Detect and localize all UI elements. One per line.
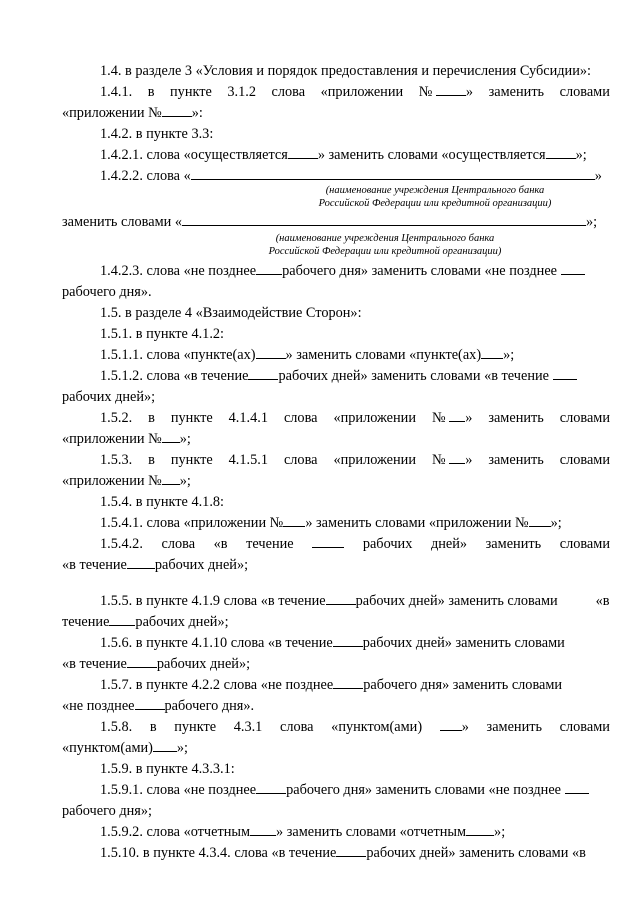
paragraph-1-5-1: 1.5.1. в пункте 4.1.2: (100, 326, 225, 342)
paragraph-1-4-1: 1.4.1. в пункте 3.1.2 слова «приложении № » заменить словами (100, 84, 610, 100)
paragraph-1-5-5: 1.5.5. в пункте 4.1.9 слова «в течение рабочих дней» заменить словами «в (100, 593, 610, 609)
blank-line (326, 592, 356, 605)
blank-line (333, 634, 363, 647)
blank-line (436, 83, 466, 96)
paragraph-1-5-6-cont: «в течение рабочих дней»; (62, 656, 251, 672)
paragraph-1-5-2: 1.5.2. в пункте 4.1.4.1 слова «приложении № » заменить словами (100, 410, 610, 426)
blank-line (191, 167, 595, 180)
paragraph-1-5-9-2: 1.5.9.2. слова «отчетным » заменить словами «отчетным »; (100, 824, 506, 840)
paragraph-1-5-3-cont: «приложении № »; (62, 473, 191, 489)
paragraph-1-4-2-3-cont: рабочего дня». (62, 284, 152, 300)
paragraph-1-5-4-2: 1.5.4.2. слова «в течение рабочих дней» заменить словами (100, 536, 610, 552)
blank-line (312, 535, 344, 548)
blank-line (182, 213, 586, 226)
paragraph-1-5-9: 1.5.9. в пункте 4.3.3.1: (100, 761, 235, 777)
blank-line (127, 556, 155, 569)
paragraph-1-5-4: 1.5.4. в пункте 4.1.8: (100, 494, 225, 510)
paragraph-1-5-7: 1.5.7. в пункте 4.2.2 слова «не позднее рабочего дня» заменить словами (100, 677, 563, 693)
blank-line (162, 472, 180, 485)
caption-bank-name: (наименование учреждения Центрального банка Российской Федерации или кредитной организации) (268, 233, 502, 257)
paragraph-1-5-2-cont: «приложении № »; (62, 431, 191, 447)
blank-line (565, 781, 589, 794)
blank-line (561, 262, 585, 275)
paragraph-1-5-8: 1.5.8. в пункте 4.3.1 слова «пунктом(ами) » заменить словами (100, 719, 610, 735)
paragraph-1-5-5-cont: течение рабочих дней»; (62, 614, 229, 630)
blank-line (162, 430, 180, 443)
blank-line (481, 346, 503, 359)
blank-line (256, 262, 282, 275)
blank-line (546, 146, 576, 159)
blank-line (162, 104, 192, 117)
paragraph-1-5-9-1: 1.5.9.1. слова «не позднее рабочего дня» заменить словами «не позднее (0, 781, 640, 799)
paragraph-1-5: 1.5. в разделе 4 «Взаимодействие Сторон»: (100, 305, 362, 321)
paragraph-1-5-1-1: 1.5.1.1. слова «пункте(ах) » заменить словами «пункте(ах) »; (100, 347, 515, 363)
paragraph-1-5-9-1-cont: рабочего дня»; (62, 803, 152, 819)
blank-line (135, 697, 165, 710)
blank-line (256, 346, 286, 359)
blank-line (449, 451, 465, 464)
blank-line (553, 367, 577, 380)
paragraph-1-5-3: 1.5.3. в пункте 4.1.5.1 слова «приложении № » заменить словами (100, 452, 610, 468)
paragraph-1-5-4-2-cont: «в течение рабочих дней»; (62, 557, 249, 573)
blank-line (336, 844, 366, 857)
blank-line (256, 781, 286, 794)
blank-line (466, 823, 494, 836)
paragraph-1-5-7-cont: «не позднее рабочего дня». (62, 698, 255, 714)
paragraph-1-5-4-1: 1.5.4.1. слова «приложении № » заменить словами «приложении № »; (100, 515, 562, 531)
blank-line (529, 514, 551, 527)
blank-line (283, 514, 305, 527)
paragraph-1-4-2: 1.4.2. в пункте 3.3: (100, 126, 214, 142)
blank-line (250, 823, 276, 836)
blank-line (333, 676, 363, 689)
paragraph-replace-with: заменить словами « »; (62, 214, 598, 230)
paragraph-1-4-2-2: 1.4.2.2. слова « » (100, 168, 602, 184)
paragraph-1-5-1-2: 1.5.1.2. слова «в течение рабочих дней» заменить словами «в течение (0, 367, 640, 385)
paragraph-1-4-1-cont: «приложении № »: (62, 105, 203, 121)
blank-line (248, 367, 278, 380)
paragraph-1-5-6: 1.5.6. в пункте 4.1.10 слова «в течение рабочих дней» заменить словами (100, 635, 565, 651)
blank-line (153, 739, 177, 752)
blank-line (449, 409, 465, 422)
blank-line (440, 718, 462, 731)
blank-line (127, 655, 157, 668)
paragraph-1-5-10: 1.5.10. в пункте 4.3.4. слова «в течение рабочих дней» заменить словами «в (100, 845, 586, 861)
paragraph-1-5-1-2-cont: рабочих дней»; (62, 389, 156, 405)
blank-line (288, 146, 318, 159)
paragraph-1-4-2-1: 1.4.2.1. слова «осуществляется » заменить словами «осуществляется »; (100, 147, 587, 163)
paragraph-1-5-8-cont: «пунктом(ами) »; (62, 740, 189, 756)
caption-bank-name: (наименование учреждения Центрального банка Российской Федерации или кредитной организации) (318, 185, 552, 209)
paragraph-1-4-2-3: 1.4.2.3. слова «не позднее рабочего дня» заменить словами «не позднее (0, 262, 640, 280)
blank-line (109, 613, 135, 626)
paragraph-1-4: 1.4. в разделе 3 «Условия и порядок предоставления и перечисления Субсидии»: (100, 63, 591, 79)
